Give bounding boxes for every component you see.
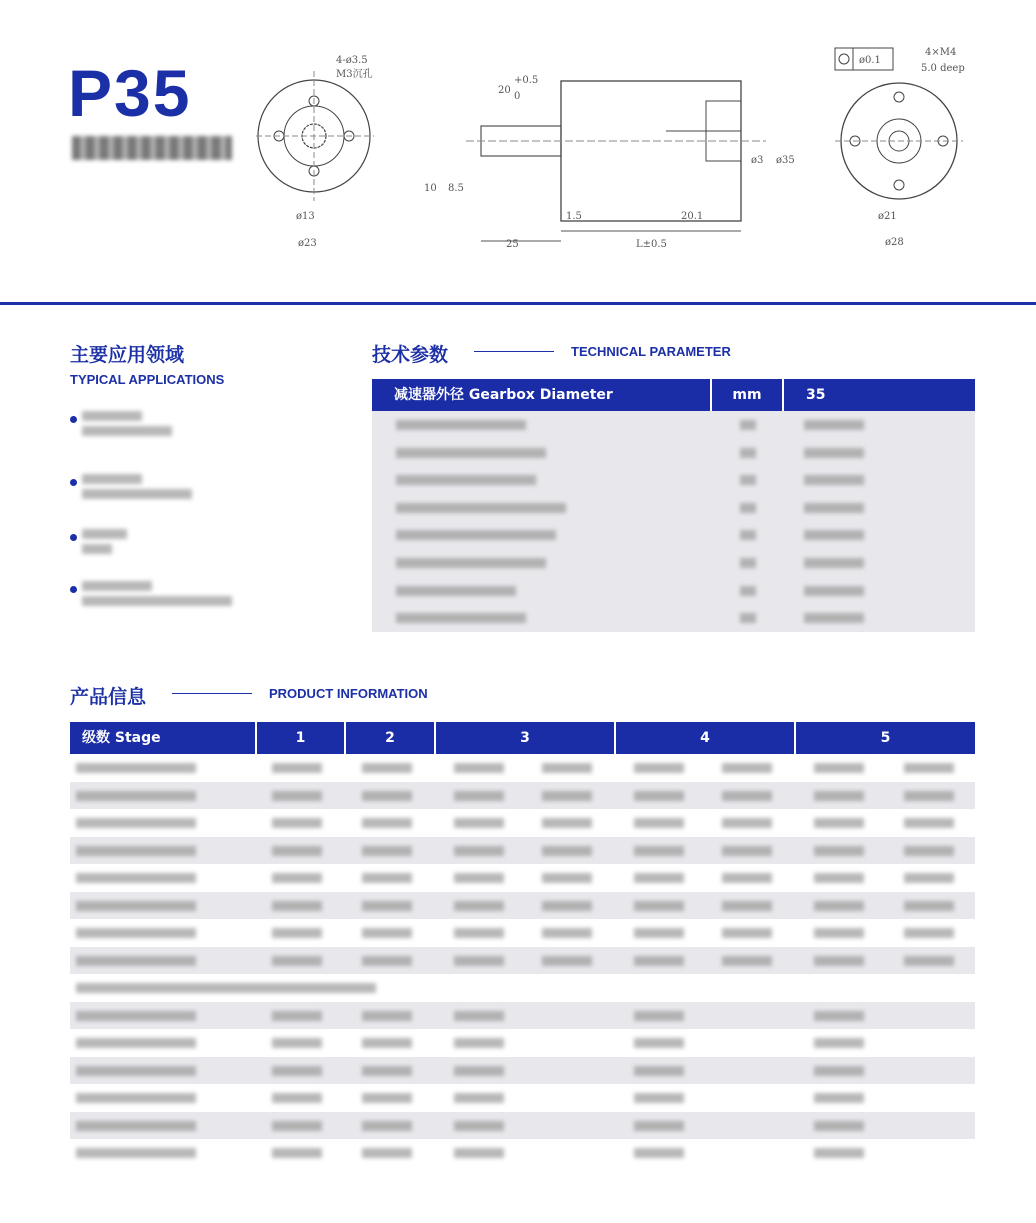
blurred-cell bbox=[904, 928, 954, 938]
blurred-cell bbox=[904, 818, 954, 828]
stage-4-header: 4 bbox=[616, 722, 796, 754]
technical-subtitle: TECHNICAL PARAMETER bbox=[571, 344, 731, 359]
blurred-cell bbox=[272, 873, 322, 883]
blurred-cell bbox=[814, 763, 864, 773]
blurred-cell bbox=[396, 420, 526, 430]
blurred-cell bbox=[804, 475, 864, 485]
blurred-cell bbox=[76, 1148, 196, 1158]
tech-header-unit: mm bbox=[712, 379, 784, 411]
product-title: 产品信息 bbox=[70, 686, 147, 708]
blurred-cell bbox=[740, 420, 756, 430]
blurred-cell bbox=[396, 613, 526, 623]
dim-tol-lower: 0 bbox=[514, 91, 521, 102]
blurred-cell bbox=[722, 791, 772, 801]
blurred-cell bbox=[814, 846, 864, 856]
blurred-cell bbox=[76, 763, 196, 773]
dim-depth: 5.0 deep bbox=[921, 63, 965, 74]
blurred-cell bbox=[362, 1066, 412, 1076]
blurred-cell bbox=[542, 763, 592, 773]
dim-shaft-total: 25 bbox=[506, 239, 519, 250]
blurred-cell bbox=[814, 1011, 864, 1021]
blurred-cell bbox=[634, 818, 684, 828]
applications-title: 主要应用领域 bbox=[70, 344, 185, 366]
blurred-cell bbox=[634, 1038, 684, 1048]
technical-title-line bbox=[474, 351, 554, 352]
blurred-cell bbox=[740, 586, 756, 596]
dim-shaft-length: 20 bbox=[498, 85, 511, 96]
blurred-cell bbox=[814, 1121, 864, 1131]
technical-row bbox=[372, 604, 975, 632]
blurred-cell bbox=[722, 818, 772, 828]
applications-subtitle: TYPICAL APPLICATIONS bbox=[70, 372, 225, 387]
blurred-cell bbox=[740, 503, 756, 513]
blurred-cell bbox=[454, 928, 504, 938]
technical-row bbox=[372, 466, 975, 494]
stage-1-header: 1 bbox=[257, 722, 346, 754]
dim-tol-upper: +0.5 bbox=[514, 75, 539, 86]
technical-table-header bbox=[372, 379, 975, 411]
technical-row bbox=[372, 411, 975, 439]
blurred-cell bbox=[454, 1038, 504, 1048]
model-title: P35 bbox=[68, 56, 192, 130]
blurred-cell bbox=[722, 901, 772, 911]
blurred-cell bbox=[396, 586, 516, 596]
blurred-cell bbox=[454, 1011, 504, 1021]
product-row bbox=[70, 1112, 975, 1140]
blurred-cell bbox=[454, 818, 504, 828]
dim-tolerance-frame: ø0.1 bbox=[859, 55, 881, 66]
blurred-cell bbox=[904, 763, 954, 773]
dim-body-seg: 20.1 bbox=[681, 211, 704, 222]
blurred-cell bbox=[272, 818, 322, 828]
technical-row bbox=[372, 549, 975, 577]
blurred-cell bbox=[740, 613, 756, 623]
dim-pin: ø3 bbox=[751, 155, 764, 166]
tech-header-param: 减速器外径 Gearbox Diameter bbox=[372, 379, 712, 411]
blurred-cell bbox=[76, 928, 196, 938]
blurred-cell bbox=[814, 818, 864, 828]
blurred-cell bbox=[362, 1148, 412, 1158]
blurred-cell bbox=[722, 956, 772, 966]
blurred-cell bbox=[814, 1093, 864, 1103]
blurred-cell bbox=[542, 956, 592, 966]
stage-3-header: 3 bbox=[436, 722, 616, 754]
blurred-cell bbox=[904, 901, 954, 911]
product-row bbox=[70, 919, 975, 947]
blurred-cell bbox=[542, 846, 592, 856]
blurred-cell bbox=[722, 763, 772, 773]
blurred-cell bbox=[814, 1148, 864, 1158]
model-subtitle-blurred bbox=[72, 136, 232, 160]
product-row bbox=[70, 1084, 975, 1112]
rear-view-drawing bbox=[832, 42, 984, 259]
blurred-cell bbox=[722, 873, 772, 883]
blurred-cell bbox=[804, 503, 864, 513]
blurred-cell bbox=[362, 818, 412, 828]
blurred-cell bbox=[76, 983, 376, 993]
blurred-cell bbox=[396, 475, 536, 485]
blurred-cell bbox=[76, 1038, 196, 1048]
blurred-cell bbox=[272, 1011, 322, 1021]
blurred-cell bbox=[396, 558, 546, 568]
product-row bbox=[70, 1139, 975, 1167]
dim-bolt-circle: ø21 bbox=[878, 211, 897, 222]
blurred-cell bbox=[272, 1148, 322, 1158]
technical-title: 技术参数 bbox=[372, 344, 449, 366]
blurred-cell bbox=[740, 530, 756, 540]
blurred-cell bbox=[272, 956, 322, 966]
blurred-cell bbox=[804, 448, 864, 458]
blurred-cell bbox=[722, 846, 772, 856]
blurred-cell bbox=[740, 475, 756, 485]
blurred-cell bbox=[272, 928, 322, 938]
dim-10: 10 bbox=[424, 183, 437, 194]
blurred-cell bbox=[904, 873, 954, 883]
blurred-cell bbox=[814, 1066, 864, 1076]
blurred-cell bbox=[272, 791, 322, 801]
blurred-cell bbox=[542, 791, 592, 801]
front-view-drawing bbox=[255, 50, 377, 252]
blurred-cell bbox=[272, 1121, 322, 1131]
blurred-cell bbox=[362, 846, 412, 856]
blurred-cell bbox=[634, 1066, 684, 1076]
stage-5-header: 5 bbox=[880, 730, 891, 746]
blurred-cell bbox=[454, 873, 504, 883]
blurred-cell bbox=[272, 1093, 322, 1103]
blurred-cell bbox=[76, 1121, 196, 1131]
blurred-cell bbox=[454, 956, 504, 966]
blurred-cell bbox=[76, 791, 196, 801]
blurred-cell bbox=[76, 1093, 196, 1103]
product-row bbox=[70, 974, 975, 1002]
product-row bbox=[70, 892, 975, 920]
product-row bbox=[70, 1029, 975, 1057]
blurred-cell bbox=[454, 1121, 504, 1131]
blurred-cell bbox=[542, 901, 592, 911]
technical-row bbox=[372, 439, 975, 467]
blurred-cell bbox=[634, 956, 684, 966]
blurred-cell bbox=[904, 956, 954, 966]
blurred-cell bbox=[362, 1038, 412, 1048]
stage-header: 级数 Stage bbox=[70, 722, 257, 754]
dim-counterbore-label: M3沉孔 bbox=[336, 69, 373, 80]
blurred-cell bbox=[454, 763, 504, 773]
product-row bbox=[70, 1057, 975, 1085]
blurred-cell bbox=[804, 613, 864, 623]
blurred-cell bbox=[634, 791, 684, 801]
blurred-cell bbox=[722, 928, 772, 938]
blurred-cell bbox=[634, 1093, 684, 1103]
blurred-cell bbox=[76, 1011, 196, 1021]
blurred-cell bbox=[904, 846, 954, 856]
blurred-cell bbox=[904, 791, 954, 801]
blurred-cell bbox=[362, 956, 412, 966]
blurred-cell bbox=[804, 586, 864, 596]
blurred-cell bbox=[542, 818, 592, 828]
product-subtitle: PRODUCT INFORMATION bbox=[269, 686, 428, 701]
product-row bbox=[70, 809, 975, 837]
dim-length-L: L±0.5 bbox=[636, 239, 667, 250]
blurred-cell bbox=[634, 846, 684, 856]
product-row bbox=[70, 782, 975, 810]
dim-flange: 1.5 bbox=[566, 211, 582, 222]
blurred-cell bbox=[542, 928, 592, 938]
technical-row bbox=[372, 521, 975, 549]
product-row bbox=[70, 947, 975, 975]
blurred-cell bbox=[362, 1121, 412, 1131]
blurred-cell bbox=[362, 763, 412, 773]
dim-body-diameter: ø35 bbox=[776, 155, 795, 166]
technical-row bbox=[372, 577, 975, 605]
blurred-cell bbox=[804, 530, 864, 540]
dim-pilot: ø28 bbox=[885, 237, 904, 248]
blurred-cell bbox=[804, 558, 864, 568]
product-table-header bbox=[70, 722, 975, 754]
blurred-cell bbox=[76, 1066, 196, 1076]
blurred-cell bbox=[362, 901, 412, 911]
blurred-cell bbox=[272, 1038, 322, 1048]
dim-face-diameter: ø23 bbox=[298, 238, 317, 249]
stage-2-header: 2 bbox=[346, 722, 436, 754]
blurred-cell bbox=[362, 873, 412, 883]
blurred-cell bbox=[396, 448, 546, 458]
product-row bbox=[70, 754, 975, 782]
blurred-cell bbox=[76, 956, 196, 966]
blurred-cell bbox=[272, 763, 322, 773]
blurred-cell bbox=[804, 420, 864, 430]
blurred-cell bbox=[272, 1066, 322, 1076]
blurred-cell bbox=[634, 1148, 684, 1158]
blurred-cell bbox=[740, 448, 756, 458]
blurred-cell bbox=[740, 558, 756, 568]
product-row bbox=[70, 864, 975, 892]
blurred-cell bbox=[454, 791, 504, 801]
blurred-cell bbox=[76, 901, 196, 911]
blurred-cell bbox=[76, 846, 196, 856]
blurred-cell bbox=[454, 901, 504, 911]
blurred-cell bbox=[814, 928, 864, 938]
dim-thread: 4×M4 bbox=[925, 47, 957, 58]
blurred-cell bbox=[454, 846, 504, 856]
blurred-cell bbox=[814, 873, 864, 883]
technical-table bbox=[372, 379, 975, 632]
blurred-cell bbox=[396, 503, 566, 513]
dim-8-5: 8.5 bbox=[448, 183, 464, 194]
blurred-cell bbox=[814, 791, 864, 801]
dim-gear-diameter: ø13 bbox=[296, 211, 315, 222]
tech-header-value: 35 bbox=[806, 387, 826, 403]
blurred-cell bbox=[454, 1148, 504, 1158]
blurred-cell bbox=[362, 791, 412, 801]
blurred-cell bbox=[814, 956, 864, 966]
blurred-cell bbox=[272, 846, 322, 856]
blurred-cell bbox=[634, 1011, 684, 1021]
blurred-cell bbox=[362, 1093, 412, 1103]
blurred-cell bbox=[634, 928, 684, 938]
blurred-cell bbox=[76, 818, 196, 828]
product-title-line bbox=[172, 693, 252, 694]
blurred-cell bbox=[396, 530, 556, 540]
blurred-cell bbox=[634, 1121, 684, 1131]
blurred-cell bbox=[362, 1011, 412, 1021]
section-divider bbox=[0, 302, 1036, 305]
product-row bbox=[70, 837, 975, 865]
blurred-cell bbox=[634, 873, 684, 883]
blurred-cell bbox=[814, 1038, 864, 1048]
blurred-cell bbox=[362, 928, 412, 938]
product-row bbox=[70, 1002, 975, 1030]
blurred-cell bbox=[542, 873, 592, 883]
blurred-cell bbox=[76, 873, 196, 883]
blurred-cell bbox=[634, 901, 684, 911]
blurred-cell bbox=[454, 1066, 504, 1076]
side-view-drawing bbox=[405, 70, 807, 257]
product-table bbox=[70, 722, 975, 1167]
blurred-cell bbox=[634, 763, 684, 773]
blurred-cell bbox=[454, 1093, 504, 1103]
technical-row bbox=[372, 494, 975, 522]
dim-hole-label: 4-ø3.5 bbox=[336, 55, 368, 66]
blurred-cell bbox=[814, 901, 864, 911]
blurred-cell bbox=[272, 901, 322, 911]
